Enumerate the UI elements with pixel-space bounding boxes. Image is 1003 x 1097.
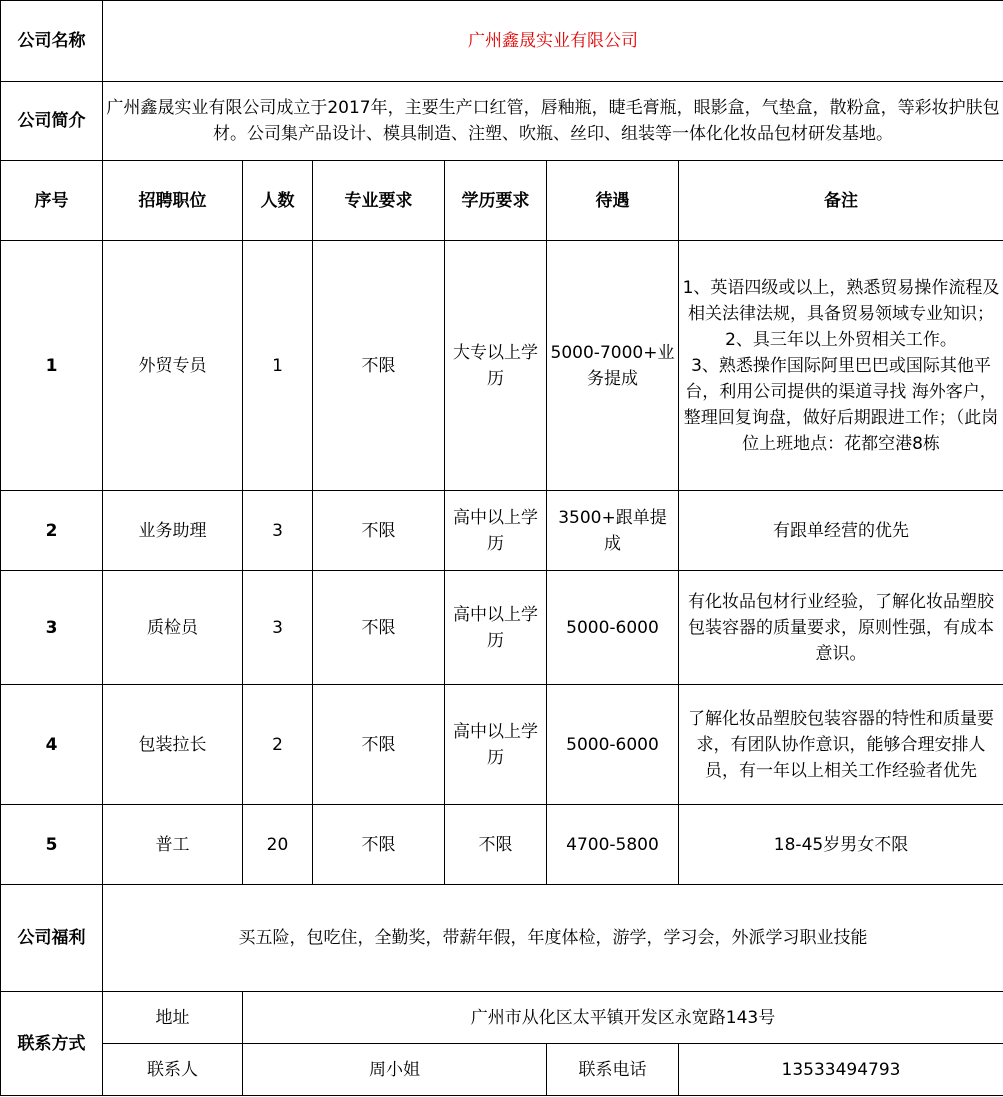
- column-header-position: 招聘职位: [103, 161, 243, 241]
- row-education: 大专以上学历: [445, 241, 547, 491]
- column-header-count: 人数: [243, 161, 313, 241]
- table-header-row: [1, 161, 1003, 241]
- address-value: 广州市从化区太平镇开发区永宽路143号: [243, 992, 1003, 1044]
- row-major: 不限: [313, 805, 445, 885]
- row-no: 3: [1, 571, 103, 685]
- contact-label: 联系方式: [1, 992, 103, 1096]
- table-row: [1, 685, 1003, 805]
- row-count: 20: [243, 805, 313, 885]
- row-position: 业务助理: [103, 491, 243, 571]
- row-count: 3: [243, 491, 313, 571]
- phone-value: 13533494793: [679, 1044, 1003, 1096]
- row-no: 4: [1, 685, 103, 805]
- row-salary: 5000-7000+业务提成: [547, 241, 679, 491]
- row-education: 高中以上学历: [445, 491, 547, 571]
- row-salary: 5000-6000: [547, 571, 679, 685]
- column-header-major: 专业要求: [313, 161, 445, 241]
- row-major: 不限: [313, 685, 445, 805]
- benefits-row: [1, 885, 1003, 992]
- contact-person-row: [1, 1044, 1003, 1096]
- row-education: 高中以上学历: [445, 571, 547, 685]
- row-salary: 3500+跟单提成: [547, 491, 679, 571]
- contact-person-value: 周小姐: [243, 1044, 547, 1096]
- company-intro: 广州鑫晟实业有限公司成立于2017年，主要生产口红管，唇釉瓶，睫毛膏瓶，眼影盒，气垫盒，散粉盒，等彩妆护肤包材。公司集产品设计、模具制造、注塑、吹瓶、丝印、组装等一体化化妆品包材研发基地。: [103, 82, 1003, 161]
- benefits-text: 买五险，包吃住，全勤奖，带薪年假，年度体检，游学，学习会，外派学习职业技能: [103, 885, 1003, 992]
- row-salary: 5000-6000: [547, 685, 679, 805]
- company-intro-row: [1, 82, 1003, 161]
- row-major: 不限: [313, 571, 445, 685]
- row-count: 3: [243, 571, 313, 685]
- benefits-label: 公司福利: [1, 885, 103, 992]
- row-position: 包装拉长: [103, 685, 243, 805]
- row-no: 2: [1, 491, 103, 571]
- row-note: 有化妆品包材行业经验，了解化妆品塑胶包装容器的质量要求，原则性强，有成本意识。: [679, 571, 1003, 685]
- row-salary: 4700-5800: [547, 805, 679, 885]
- company-name: 广州鑫晟实业有限公司: [103, 1, 1003, 82]
- row-education: 高中以上学历: [445, 685, 547, 805]
- table-row: [1, 241, 1003, 491]
- row-position: 质检员: [103, 571, 243, 685]
- address-row: [1, 992, 1003, 1044]
- column-header-salary: 待遇: [547, 161, 679, 241]
- contact-person-label: 联系人: [103, 1044, 243, 1096]
- row-education: 不限: [445, 805, 547, 885]
- row-note: 1、英语四级或以上，熟悉贸易操作流程及相关法律法规，具备贸易领域专业知识； 2、具三年以上外贸相关工作。 3、熟悉操作国际阿里巴巴或国际其他平台，利用公司提供的渠道寻找 海外客户，整理回复询盘，做好后期跟进工作；（此岗位上班地点：花都空港8栋: [679, 241, 1003, 491]
- row-no: 1: [1, 241, 103, 491]
- row-position: 外贸专员: [103, 241, 243, 491]
- row-major: 不限: [313, 241, 445, 491]
- address-label: 地址: [103, 992, 243, 1044]
- table-row: [1, 571, 1003, 685]
- row-note: 了解化妆品塑胶包装容器的特性和质量要求，有团队协作意识，能够合理安排人员，有一年以上相关工作经验者优先: [679, 685, 1003, 805]
- phone-label: 联系电话: [547, 1044, 679, 1096]
- company-intro-label: 公司简介: [1, 82, 103, 161]
- row-no: 5: [1, 805, 103, 885]
- column-header-note: 备注: [679, 161, 1003, 241]
- table-row: [1, 805, 1003, 885]
- company-name-row: [1, 1, 1003, 82]
- column-header-no: 序号: [1, 161, 103, 241]
- row-count: 2: [243, 685, 313, 805]
- row-position: 普工: [103, 805, 243, 885]
- row-note: 18-45岁男女不限: [679, 805, 1003, 885]
- column-header-education: 学历要求: [445, 161, 547, 241]
- row-major: 不限: [313, 491, 445, 571]
- row-note: 有跟单经营的优先: [679, 491, 1003, 571]
- row-count: 1: [243, 241, 313, 491]
- company-name-label: 公司名称: [1, 1, 103, 82]
- table-row: [1, 491, 1003, 571]
